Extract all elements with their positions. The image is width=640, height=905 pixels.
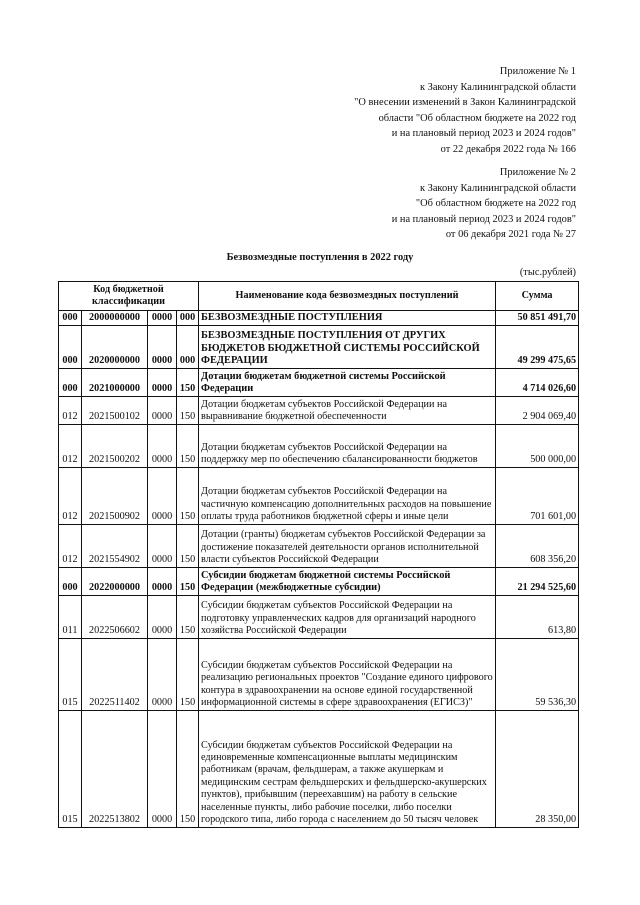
economic-code-cell: 150 xyxy=(177,468,199,525)
admin-code-cell: 000 xyxy=(59,369,82,397)
income-name-cell: БЕЗВОЗМЕЗДНЫЕ ПОСТУПЛЕНИЯ ОТ ДРУГИХ БЮДЖЕТОВ БЮДЖЕТНОЙ СИСТЕМЫ РОССИЙСКОЙ ФЕДЕРАЦИИ xyxy=(199,326,496,369)
program-code-cell: 0000 xyxy=(148,326,177,369)
header-line: Приложение № 1 xyxy=(499,66,576,77)
program-code-cell: 0000 xyxy=(148,425,177,468)
admin-code-cell: 000 xyxy=(59,568,82,596)
table-row xyxy=(59,525,579,568)
appendix-1-header xyxy=(354,64,576,158)
admin-code-cell: 015 xyxy=(59,711,82,828)
income-name-cell: Дотации бюджетам субъектов Российской Федерации на поддержку мер по обеспечению сбалансированности бюджетов xyxy=(199,425,496,468)
amount-cell: 21 294 525,60 xyxy=(496,568,579,596)
income-code-cell: 2021500902 xyxy=(82,468,148,525)
income-code-cell: 2021500202 xyxy=(82,425,148,468)
program-code-cell: 0000 xyxy=(148,525,177,568)
income-code-cell: 2022511402 xyxy=(82,639,148,711)
amount-cell: 500 000,00 xyxy=(496,425,579,468)
program-code-cell: 0000 xyxy=(148,639,177,711)
program-code-cell: 0000 xyxy=(148,369,177,397)
amount-cell: 608 356,20 xyxy=(496,525,579,568)
header-line: "Об областном бюджете на 2022 год xyxy=(415,198,576,210)
income-name-cell: Дотации бюджетам бюджетной системы Российской Федерации xyxy=(199,369,496,397)
income-name-cell: Субсидии бюджетам субъектов Российской Федерации на подготовку управленческих кадров для организаций народного хозяйства Российской Федерации xyxy=(199,596,496,639)
table-row xyxy=(59,711,579,828)
header-line: к Закону Калининградской области xyxy=(419,182,576,194)
program-code-cell: 0000 xyxy=(148,397,177,425)
income-name-cell: Дотации бюджетам субъектов Российской Федерации на выравнивание бюджетной обеспеченности xyxy=(199,397,496,425)
income-code-cell: 2022000000 xyxy=(82,568,148,596)
table-row xyxy=(59,568,579,596)
amount-cell: 4 714 026,60 xyxy=(496,369,579,397)
income-name-cell: Субсидии бюджетам субъектов Российской Федерации на реализацию региональных проектов "Создание единого цифрового контура в здравоохранении на основе единой государственной информационной системы в сфере здравоохранения (ЕГИСЗ)" xyxy=(199,639,496,711)
income-code-cell: 2000000000 xyxy=(82,311,148,326)
admin-code-cell: 015 xyxy=(59,639,82,711)
program-code-cell: 0000 xyxy=(148,468,177,525)
amount-cell: 50 851 491,70 xyxy=(496,311,579,326)
name-column-header: Наименование кода безвозмездных поступлений xyxy=(199,282,496,311)
program-code-cell: 0000 xyxy=(148,711,177,828)
economic-code-cell: 000 xyxy=(177,326,199,369)
table-row xyxy=(59,311,579,326)
admin-code-cell: 012 xyxy=(59,468,82,525)
table-row xyxy=(59,425,579,468)
header-line: и на плановый период 2023 и 2024 годов" xyxy=(391,128,576,140)
program-code-cell: 0000 xyxy=(148,311,177,326)
header-line: области "Об областном бюджете на 2022 год xyxy=(378,112,576,124)
table-row xyxy=(59,369,579,397)
header-line: от 22 декабря 2022 года № 166 xyxy=(440,143,576,155)
income-code-cell: 2021500102 xyxy=(82,397,148,425)
table-row xyxy=(59,326,579,369)
economic-code-cell: 000 xyxy=(177,311,199,326)
amount-cell: 49 299 475,65 xyxy=(496,326,579,369)
program-code-cell: 0000 xyxy=(148,596,177,639)
economic-code-cell: 150 xyxy=(177,425,199,468)
economic-code-cell: 150 xyxy=(177,711,199,828)
table-body xyxy=(59,311,579,828)
economic-code-cell: 150 xyxy=(177,397,199,425)
admin-code-cell: 012 xyxy=(59,525,82,568)
economic-code-cell: 150 xyxy=(177,596,199,639)
admin-code-cell: 000 xyxy=(59,326,82,369)
income-name-cell: Субсидии бюджетам бюджетной системы Российской Федерации (межбюджетные субсидии) xyxy=(199,568,496,596)
header-line: и на плановый период 2023 и 2024 годов" xyxy=(391,213,576,225)
income-code-cell: 2021000000 xyxy=(82,369,148,397)
amount-cell: 59 536,30 xyxy=(496,639,579,711)
income-code-cell: 2022513802 xyxy=(82,711,148,828)
table-row xyxy=(59,468,579,525)
header-line: Приложение № 2 xyxy=(499,167,576,178)
admin-code-cell: 000 xyxy=(59,311,82,326)
income-name-cell: Субсидии бюджетам субъектов Российской Федерации на единовременные компенсационные выплаты медицинским работникам (врачам, фельдшерам, а также акушеркам и медицинским сестрам фельдшерских и фельдшерско-акушерских пунктов), прибывшим (переехавшим) на работу в сельские населенные пункты, либо рабочие поселки, либо поселки городского типа, либо города с населением до 50 тысяч человек xyxy=(199,711,496,828)
header-line: "О внесении изменений в Закон Калининградской xyxy=(354,97,576,109)
sum-column-header: Сумма xyxy=(496,282,579,311)
appendix-2-header xyxy=(392,165,576,243)
table-row xyxy=(59,397,579,425)
header-line: от 06 декабря 2021 года № 27 xyxy=(445,229,576,241)
header-line: к Закону Калининградской области xyxy=(419,81,576,93)
amount-cell: 2 904 069,40 xyxy=(496,397,579,425)
table-row xyxy=(59,639,579,711)
amount-cell: 28 350,00 xyxy=(496,711,579,828)
budget-table xyxy=(58,281,579,828)
code-column-header: Код бюджетной классификации xyxy=(59,282,199,311)
admin-code-cell: 012 xyxy=(59,425,82,468)
document-title: Безвозмездные поступления в 2022 году xyxy=(226,252,414,263)
units-label: (тыс.рублей) xyxy=(519,267,576,278)
income-code-cell: 2022506602 xyxy=(82,596,148,639)
admin-code-cell: 011 xyxy=(59,596,82,639)
table-header-row xyxy=(59,282,579,311)
economic-code-cell: 150 xyxy=(177,568,199,596)
income-code-cell: 2020000000 xyxy=(82,326,148,369)
economic-code-cell: 150 xyxy=(177,525,199,568)
program-code-cell: 0000 xyxy=(148,568,177,596)
economic-code-cell: 150 xyxy=(177,369,199,397)
amount-cell: 613,80 xyxy=(496,596,579,639)
economic-code-cell: 150 xyxy=(177,639,199,711)
income-name-cell: БЕЗВОЗМЕЗДНЫЕ ПОСТУПЛЕНИЯ xyxy=(199,311,496,326)
income-name-cell: Дотации (гранты) бюджетам субъектов Российской Федерации за достижение показателей деятельности органов исполнительной власти субъектов Российской Федерации xyxy=(199,525,496,568)
table-row xyxy=(59,596,579,639)
income-code-cell: 2021554902 xyxy=(82,525,148,568)
income-name-cell: Дотации бюджетам субъектов Российской Федерации на частичную компенсацию дополнительных расходов на повышение оплаты труда работников бюджетной сферы и иные цели xyxy=(199,468,496,525)
admin-code-cell: 012 xyxy=(59,397,82,425)
amount-cell: 701 601,00 xyxy=(496,468,579,525)
